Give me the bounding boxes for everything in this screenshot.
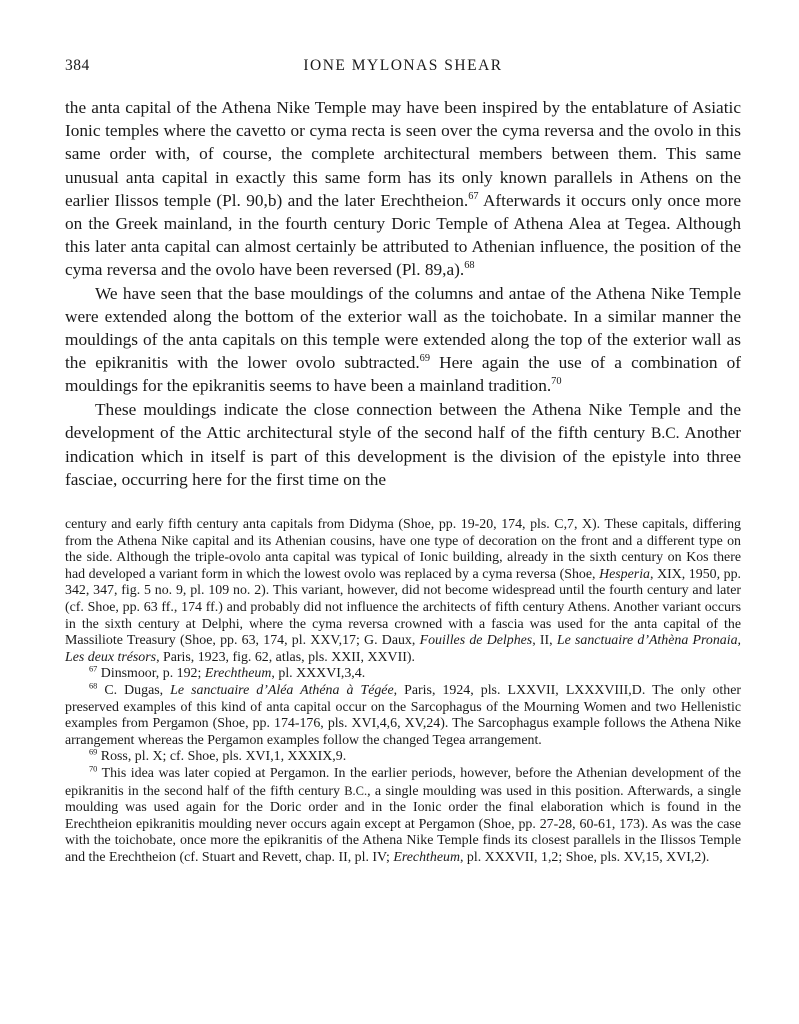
page-number: 384 (65, 57, 90, 74)
footnote-continuation (65, 517, 741, 666)
footnote-cont-italic-c: Le sanctuaire d’Athèna Pronaia, Les deux trésors (65, 633, 742, 665)
footnote-67 (65, 666, 741, 683)
footnote-number: 70 (89, 764, 98, 774)
paragraph-3-text-a: These mouldings indicate the close connection between the Athena Nike Temple and the development of the Attic architectural style of the second half of the fifth century (65, 399, 741, 442)
footnote-ref-70: 70 (551, 376, 562, 388)
footnote-cont-text-c: , II, (532, 633, 557, 649)
footnote-number: 67 (89, 664, 98, 674)
footnote-ref-67: 67 (468, 191, 479, 203)
footnote-70-text-c: , pl. XXXVII, 1,2; Shoe, pls. XV,15, XVI,2). (459, 849, 710, 865)
footnote-cont-text-d: , Paris, 1923, fig. 62, atlas, pls. XXII, XXVII). (156, 649, 415, 665)
footnote-68 (65, 683, 741, 749)
footnote-67-text-a: Dinsmoor, p. 192; (97, 666, 205, 682)
footnote-68-italic: Le sanctuaire d’Aléa Athéna à Tégée (170, 682, 394, 698)
footnote-cont-italic-b: Fouilles de Delphes (419, 633, 533, 649)
footnote-69 (65, 749, 741, 766)
main-text (65, 96, 741, 491)
paragraph-2 (65, 282, 741, 398)
footnote-70-text-b: , a single moulding was used in this position. Afterwards, a single moulding was used again for the Doric order and in the Ionic order the final elaboration which is found in the Erechtheion epikranitis moulding never occurs again except at Pergamon (Shoe, pp. 27-28, 60-61, 173). As was the case with the toichobate, once more the epikranitis of the Athena Nike Temple finds its closest parallels in the Ilissos Temple and the Erechtheion (cf. Stuart and Revett, chap. II, pl. IV; (65, 783, 741, 865)
footnote-ref-68: 68 (464, 260, 475, 272)
author-header: IONE MYLONAS SHEAR (303, 57, 503, 74)
footnote-number: 69 (89, 747, 98, 757)
footnote-ref-69: 69 (419, 353, 431, 365)
footnote-67-italic: Erechtheum (204, 666, 272, 682)
footnote-70-era: B.C. (344, 783, 368, 798)
footnote-70-text-a: This idea was later copied at Pergamon. In the earlier periods, however, before the Athenian development of the epikranitis in the second half of the fifth century (65, 765, 741, 799)
footnote-67-text-b: , pl. XXXVI,3,4. (271, 666, 366, 682)
footnote-69-text: Ross, pl. X; cf. Shoe, pls. XVI,1, XXXIX,9. (97, 749, 347, 765)
footnote-cont-italic-a: Hesperia (599, 566, 651, 582)
paragraph-3 (65, 398, 741, 492)
paragraph-3-text-b: Another indication which in itself is part of this development is the division of the epistyle into three fasciae, occurring here for the first time on the (65, 422, 742, 490)
footnote-70-italic: Erechtheum (393, 849, 460, 865)
paragraph-1 (65, 96, 741, 282)
running-head (65, 57, 741, 79)
paragraph-1-text-b: Afterwards it occurs only once more on the Greek mainland, in the fourth century Doric Temple of Athena Alea at Tegea. Although this later anta capital can almost certainly be attributed to Athenian influence, the position of the cyma reversa and the ovolo have been reversed (Pl. 89,a). (65, 190, 741, 280)
footnote-70 (65, 766, 741, 867)
footnotes (65, 517, 741, 866)
paragraph-2-text-a: We have seen that the base mouldings of the columns and antae of the Athena Nike Temple were extended along the bottom of the exterior wall as the toichobate. In a similar manner the mouldings of the anta capitals on this temple were extended along the top of the exterior wall as the epikranitis with the lower ovolo subtracted. (65, 283, 741, 373)
paragraph-2-text-b: Here again the use of a combination of mouldings for the epikranitis seems to have been a mainland tradition. (65, 353, 741, 396)
footnote-number: 68 (89, 681, 98, 691)
footnote-68-text-b: , Paris, 1924, pls. LXXVII, LXXXVIII,D. The only other preserved examples of this kind of anta capital occur on the Sarcophagus of the Mourning Women and two Hellenistic examples from Pergamon (Shoe, pp. 174-176, pls. XVI,4,6, XV,24). The Sarcophagus example follows the Athena Nike arrangement whereas the Pergamon examples follow the changed Tegea arrangement. (65, 682, 741, 748)
paragraph-1-text-a: the anta capital of the Athena Nike Temple may have been inspired by the entablature of Asiatic Ionic temples where the cavetto or cyma recta is seen over the cyma reversa and the ovolo in this same order with, of course, the complete architectural members between them. This same unusual anta capital in exactly this same form has its only known parallels in Athens on the earlier Ilissos temple (Pl. 90,b) and the later Erechtheion. (65, 98, 741, 210)
footnote-cont-text-b: , XIX, 1950, pp. 342, 347, fig. 5 no. 9, pl. 109 no. 2). This variant, however, did not become widespread until the fourth century and later (cf. Shoe, pp. 63 ff., 174 ff.) and probably did not influence the architects of fifth century Athens. Another variant occurs in the sixth century at Delphi, where the cyma reversa crowned with a fascia was used for the anta capital of the Massiliote Treasury (Shoe, pp. 63, 174, pl. XXV,17; G. Daux, (65, 566, 741, 649)
footnote-cont-text-a: century and early fifth century anta capitals from Didyma (Shoe, pp. 19-20, 174, pls. C,7, X). These capitals, differing from the Athena Nike capital and its Athenian cousins, have one type of decoration on the front and a different type on the side. Although the triple-ovolo anta capital was typical of Ionic building, already in the sixth century on Kos there had developed a variant form in which the lowest ovolo was replaced by a cyma reversa (Shoe, (65, 517, 741, 582)
era-abbreviation: B.C. (650, 424, 680, 442)
footnote-68-text-a: C. Dugas, (97, 682, 171, 698)
